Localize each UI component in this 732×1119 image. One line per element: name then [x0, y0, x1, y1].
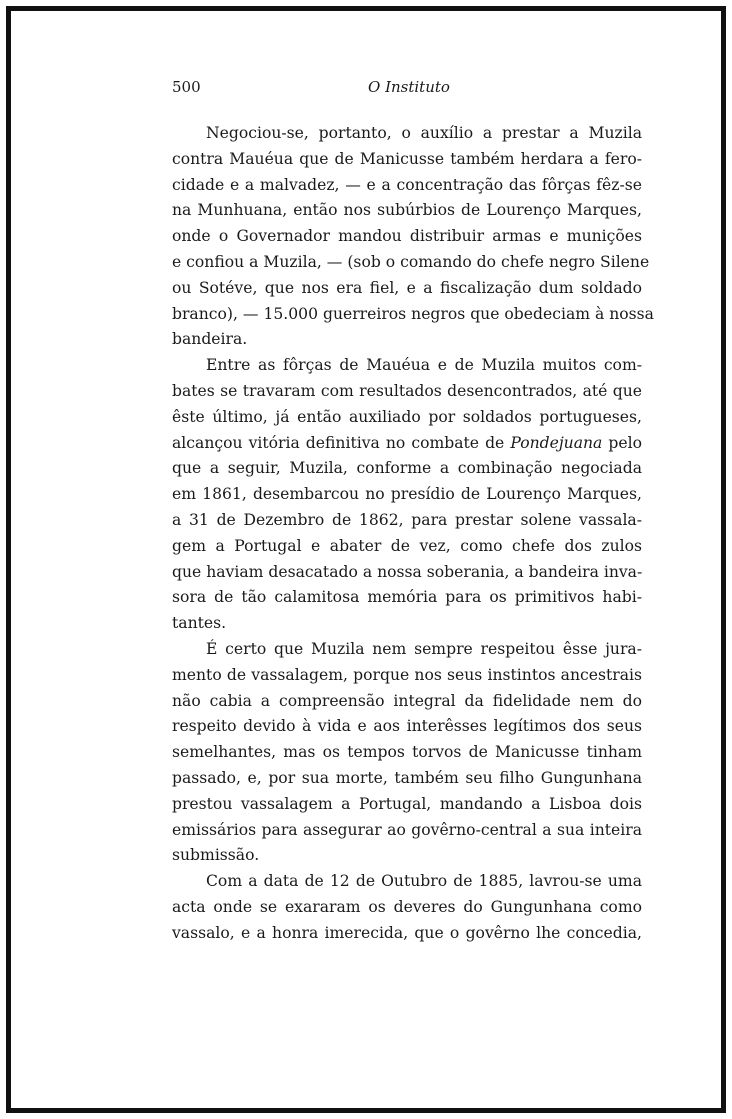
paragraph	[172, 637, 642, 869]
text-line: prestou vassalagem a Portugal, mandando a Lisboa dois	[172, 794, 642, 813]
text-line: na Munhuana, então nos subúrbios de Lourenço Marques,	[172, 201, 642, 220]
text-line: sora de tão calamitosa memória para os primitivos habi-	[172, 588, 642, 607]
body-text	[172, 121, 654, 947]
page-number: 500	[172, 78, 201, 96]
text-line: ou Sotéve, que nos era fiel, e a fiscalização dum soldado	[172, 278, 642, 297]
text-line: a 31 de Dezembro de 1862, para prestar solene vassala-	[172, 510, 642, 529]
text-line: mento de vassalagem, porque nos seus instintos ancestrais	[172, 665, 642, 684]
text-line: êste último, já então auxiliado por soldados portugueses,	[172, 407, 642, 426]
text-line: gem a Portugal e abater de vez, como chefe dos zulos	[172, 536, 642, 555]
text-line: tantes.	[172, 614, 227, 633]
text-line: acta onde se exararam os deveres do Gungunhana como	[172, 897, 642, 916]
text-line: Com a data de 12 de Outubro de 1885, lavrou-se uma	[206, 872, 642, 891]
text-line: É certo que Muzila nem sempre respeitou êsse jura-	[206, 639, 642, 658]
text-line: e confiou a Muzila, — (sob o comando do chefe negro Silene	[172, 252, 650, 271]
text-line: cidade e a malvadez, — e a concentração das fôrças fêz-se	[172, 175, 642, 194]
text-line: submissão.	[172, 846, 260, 865]
text-line: contra Mauéua que de Manicusse também herdara a fero-	[172, 149, 642, 168]
text-line: alcançou vitória definitiva no combate de Pondejuana pelo	[172, 433, 642, 452]
text-line: Negociou-se, portanto, o auxílio a prestar a Muzila	[206, 124, 642, 142]
text-line: branco), — 15.000 guerreiros negros que obedeciam à nossa	[172, 304, 654, 323]
text-line: bandeira.	[172, 330, 248, 349]
text-line: em 1861, desembarcou no presídio de Lourenço Marques,	[172, 485, 642, 504]
text-line: que a seguir, Muzila, conforme a combinação negociada	[172, 459, 642, 478]
text-line: Entre as fôrças de Mauéua e de Muzila muitos com-	[206, 356, 642, 375]
text-line: vassalo, e a honra imerecida, que o govêrno lhe concedia,	[172, 923, 642, 942]
text-line: respeito devido à vida e aos interêsses legítimos dos seus	[172, 717, 642, 736]
text-line: emissários para assegurar ao govêrno-central a sua inteira	[172, 820, 642, 839]
paragraph	[172, 353, 642, 637]
text-line: que haviam desacatado a nossa soberania, a bandeira inva-	[172, 562, 643, 581]
running-title: O Instituto	[368, 78, 450, 96]
paragraph	[172, 869, 642, 946]
page-header	[172, 78, 642, 102]
text-line: onde o Governador mandou distribuir armas e munições	[172, 227, 642, 246]
paragraph	[172, 121, 654, 353]
text-line: semelhantes, mas os tempos torvos de Manicusse tinham	[172, 743, 642, 762]
text-line: não cabia a compreensão integral da fidelidade nem do	[172, 691, 642, 710]
text-line: bates se travaram com resultados desencontrados, até que	[172, 381, 642, 400]
place-name: Pondejuana	[510, 433, 603, 452]
text-line: passado, e, por sua morte, também seu filho Gungunhana	[172, 768, 642, 787]
